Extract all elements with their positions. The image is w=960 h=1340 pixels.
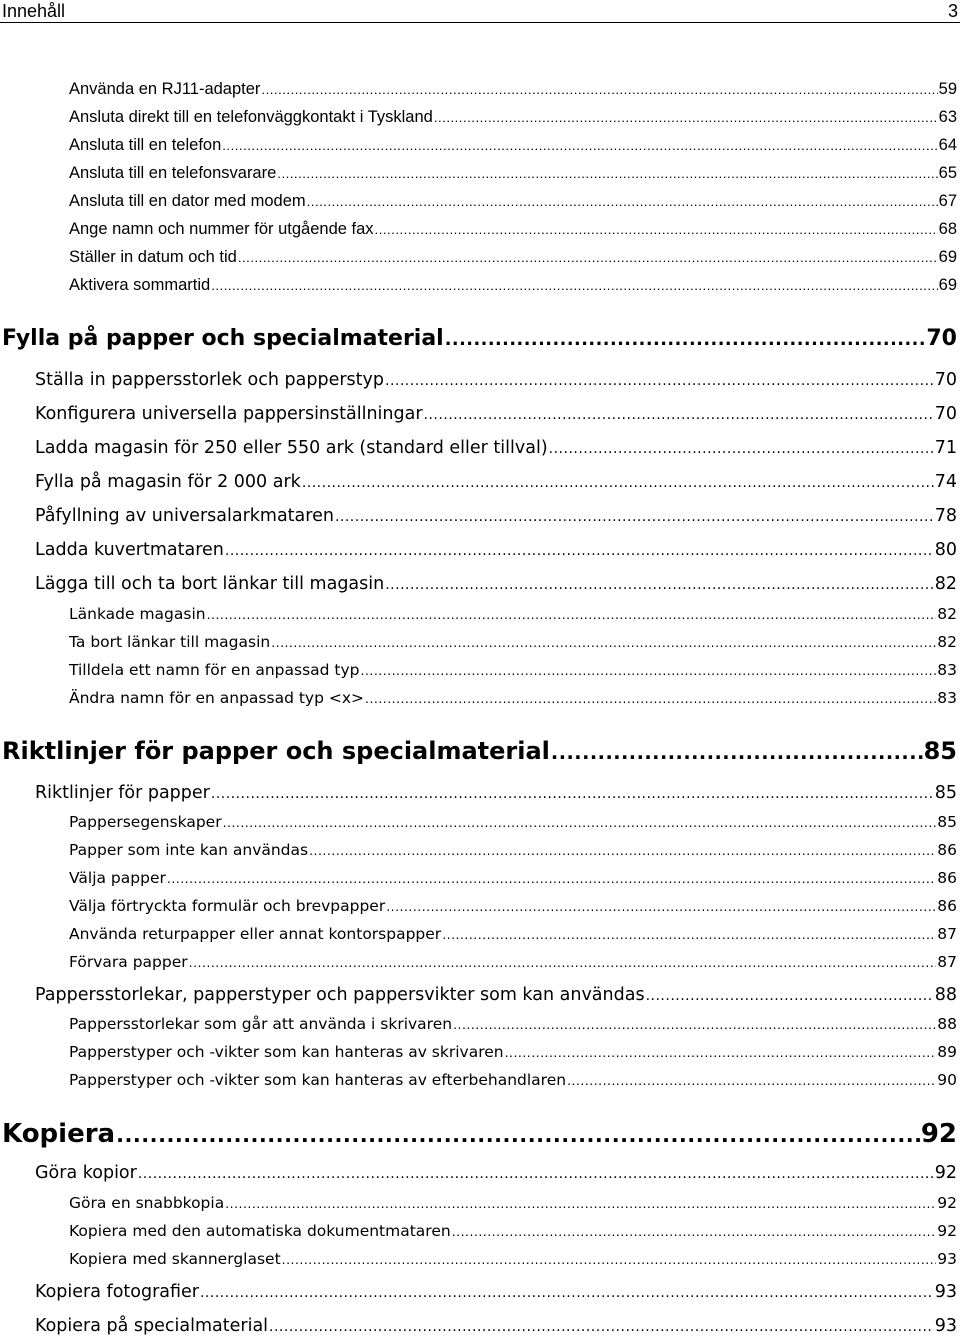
dot-leader (167, 871, 936, 886)
toc-entry[interactable]: Ansluta till en telefonsvarare ..... 65 (69, 164, 957, 183)
toc-subsection[interactable]: Ändra namn för en anpassad typ <x> ..... 83 (69, 689, 957, 707)
toc-section[interactable]: Göra kopior ..... 92 (35, 1163, 957, 1183)
toc-subsection[interactable]: Papperstyper och -vikter som kan hanteras av skrivaren ..... 89 (69, 1043, 957, 1061)
toc-section[interactable]: Kopiera fotografier ..... 93 (35, 1282, 957, 1302)
dot-leader (453, 1017, 936, 1032)
toc-entry[interactable]: Använda en RJ11-adapter ..... 59 (69, 80, 957, 99)
dot-leader (211, 786, 934, 802)
toc-section[interactable]: Konfigurera universella pappersinställningar ..... 70 (35, 404, 957, 424)
header-title: Innehåll (2, 1, 66, 21)
dot-leader (211, 278, 937, 293)
dot-leader (207, 607, 937, 622)
dot-leader (442, 927, 936, 942)
dot-leader (238, 250, 938, 265)
toc-section[interactable]: Fylla på magasin för 2 000 ark ..... 74 (35, 472, 957, 492)
toc-subsection[interactable]: Förvara papper ..... 87 (69, 953, 957, 971)
dot-leader (567, 1073, 936, 1088)
toc-chapter[interactable]: Riktlinjer för papper och specialmaterial ..... 85 (2, 737, 957, 765)
toc-subsection[interactable]: Tilldela ett namn för en anpassad typ ..... 83 (69, 661, 957, 679)
dot-leader (116, 1123, 920, 1147)
header-page-number: 3 (947, 1, 958, 21)
toc-entry[interactable]: Ansluta till en telefon ..... 64 (69, 136, 957, 155)
toc-subsection[interactable]: Göra en snabbkopia ..... 92 (69, 1194, 957, 1212)
toc-subsection[interactable]: Pappersegenskaper ..... 85 (69, 813, 957, 831)
dot-leader (549, 441, 934, 457)
toc-subsection[interactable]: Kopiera med den automatiska dokumentmataren ..... 92 (69, 1222, 957, 1240)
dot-leader (277, 166, 937, 181)
dot-leader (282, 1252, 937, 1267)
toc-entry[interactable]: Ansluta direkt till en telefonväggkontakt i Tyskland ..... 63 (69, 108, 957, 127)
dot-leader (223, 815, 937, 830)
toc-section[interactable]: Påfyllning av universalarkmataren ..... 78 (35, 506, 957, 526)
dot-leader (271, 635, 936, 650)
toc-subsection[interactable]: Kopiera med skannerglaset ..... 93 (69, 1250, 957, 1268)
dot-leader (505, 1045, 937, 1060)
dot-leader (386, 899, 936, 914)
dot-leader (375, 222, 938, 237)
toc-subsection[interactable]: Pappersstorlekar som går att använda i skrivaren ..... 88 (69, 1015, 957, 1033)
dot-leader (385, 373, 934, 389)
dot-leader (261, 82, 937, 97)
dot-leader (307, 194, 938, 209)
dot-leader (445, 330, 926, 350)
dot-leader (225, 543, 934, 559)
toc-section[interactable]: Ladda kuvertmataren ..... 80 (35, 540, 957, 560)
dot-leader (138, 1166, 934, 1182)
toc-chapter[interactable]: Kopiera ..... 92 (2, 1119, 957, 1149)
dot-leader (200, 1285, 934, 1301)
page-header (0, 0, 960, 23)
dot-leader (452, 1224, 937, 1239)
toc-subsection[interactable]: Ta bort länkar till magasin ..... 82 (69, 633, 957, 651)
toc-section[interactable]: Pappersstorlekar, papperstyper och pappersvikter som kan användas ..... 88 (35, 985, 957, 1005)
dot-leader (269, 1319, 934, 1335)
toc-subsection[interactable]: Välja papper ..... 86 (69, 869, 957, 887)
toc-section[interactable]: Kopiera på specialmaterial ..... 93 (35, 1316, 957, 1336)
toc-subsection[interactable]: Papperstyper och -vikter som kan hanteras av efterbehandlaren ..... 90 (69, 1071, 957, 1089)
dot-leader (225, 1196, 936, 1211)
toc-section[interactable]: Riktlinjer för papper ..... 85 (35, 783, 957, 803)
toc-section[interactable]: Ställa in pappersstorlek och papperstyp ..... 70 (35, 370, 957, 390)
dot-leader (385, 577, 933, 593)
toc-entry[interactable]: Aktivera sommartid ..... 69 (69, 276, 957, 295)
dot-leader (646, 988, 934, 1004)
toc-subsection[interactable]: Använda returpapper eller annat kontorspapper ..... 87 (69, 925, 957, 943)
dot-leader (434, 110, 938, 125)
toc-entry[interactable]: Ange namn och nummer för utgående fax ..... 68 (69, 220, 957, 239)
dot-leader (309, 843, 936, 858)
dot-leader (424, 407, 934, 423)
dot-leader (361, 663, 937, 678)
toc-subsection[interactable]: Länkade magasin ..... 82 (69, 605, 957, 623)
toc-subsection[interactable]: Välja förtryckta formulär och brevpapper ..... 86 (69, 897, 957, 915)
dot-leader (302, 475, 934, 491)
toc-section[interactable]: Lägga till och ta bort länkar till magasin ..... 82 (35, 574, 957, 594)
toc-subsection[interactable]: Papper som inte kan användas ..... 86 (69, 841, 957, 859)
dot-leader (365, 691, 936, 706)
dot-leader (189, 955, 937, 970)
dot-leader (551, 741, 923, 764)
toc-entry[interactable]: Ställer in datum och tid ..... 69 (69, 248, 957, 267)
toc-entry[interactable]: Ansluta till en dator med modem ..... 67 (69, 192, 957, 211)
dot-leader (222, 138, 937, 153)
toc-chapter[interactable]: Fylla på papper och specialmaterial ..... 70 (2, 326, 957, 351)
toc-section[interactable]: Ladda magasin för 250 eller 550 ark (standard eller tillval) ..... 71 (35, 438, 957, 458)
dot-leader (335, 509, 934, 525)
